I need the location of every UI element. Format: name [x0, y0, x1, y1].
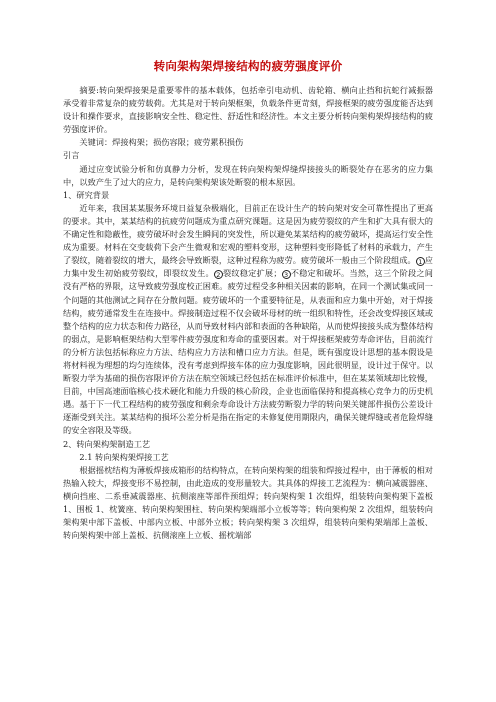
- document-title: 转向架构架焊接结构的疲劳强度评价: [153, 59, 343, 73]
- section-2-1-heading: 2.1 转向架构架焊接工艺: [79, 451, 169, 462]
- intro-heading: 引言: [63, 150, 80, 161]
- section-1-tail-text: 当然，这三个阶段之间没有严格的界限，这导致疲劳强度校正困难。疲劳过程受多种相关因素的影响，在同一个测试集或同一个问题的其他测试之间存在分散问题。疲劳破坏的一个重要特征是，从表面和应力集中开始，对于焊接结构，疲劳通常发生在连接中。焊接制造过程不仅会破坏母材的统一组织和特性，还会改变焊接区域或整个结构的应力状态和传力路径，从而导致材料内部和表面的各种缺陷，从而使焊接接头成为整体结构的弱点，是影响框架结构大型零件疲劳强度和寿命的重要因素。对于焊接框架疲劳寿命评估，目前流行的分析方法包括标称应力方法、结构应力方法和槽口应力方法。但是，既有强度设计思想的基本假设是将材料视为理想的均匀连续体，没有考虑到焊接车体的应力强度影响，因此很明显，设计过于保守。以断裂力学为基础的损伤容限评价方法在航空领域已经包括在标准评价标准中，但在某某领域却比较慢，目前，中国高速面临核心技术硬化和能力升级的核心阶段，企业也面临保持和提高核心竞争力的历史机遇。基于下一代工程结构的疲劳强度和剩余寿命设计方法疲劳断裂力学的转向架关键部件损伤公差设计逐渐受到关注。某某结构的损坏公差分析是指在指定的未修复使用期限内，确保关键焊缝或者危险焊缝的安全容限及等级。: [63, 268, 433, 436]
- circled-number-1: 1: [416, 257, 425, 266]
- section-1-heading: 1、研究背景: [63, 189, 110, 200]
- document-body: [63, 84, 433, 542]
- circled-number-2: 2: [214, 270, 223, 279]
- section-1-text: 近年来，我国某某服务环境日益复杂极端化，目前正在设计生产的转向架对安全可靠性提出了更高的要求。其中，某某结构的抗疲劳问题成为重点研究课题。这是因为疲劳裂纹的产生和扩大具有很大的不确定性和隐蔽性，疲劳破坏时会发生瞬间的突发性，所以避免某某结构的疲劳破坏，提高运行安全性成为重要。材料在交变载荷下会产生微观和宏观的塑料变形，这种塑料变形降低了材料的承载力，产生了裂纹，随着裂纹的增大，最终会导致断裂，这种过程称为疲劳。疲劳破坏一般由三个阶段组成。: [63, 202, 433, 266]
- section-2-heading: 2、转向架构架制造工艺: [63, 438, 151, 449]
- abstract: 摘要:转向架焊接架是重要零件的基本载体，包括牵引电动机、齿轮箱、横向止挡和抗蛇行减振器承受着非常复杂的疲劳载荷。尤其是对于转向架框架，负载条件更苛刻，焊接框架的疲劳强度能否达到设计和操作要求，直接影响安全性、稳定性、舒适性和经济性。本文主要分析转向架构架焊接结构的疲劳强度评价。: [63, 85, 433, 135]
- stage-3-text: 不稳定和破坏。: [290, 268, 350, 279]
- section-2-1-paragraph: 根据摇枕结构为薄板焊接成箱形的结构特点，在转向架构架的组装和焊接过程中，由于薄板的相对热输入较大，焊接变形不易控制，由此造成的变形量较大。其具体的焊接工艺流程为：横向减震器座、横向挡座、二系垂减震器座、抗侧滚座等部件预组焊；转向架构架 1 次组焊，组装转向架构架下盖板 1、围板 1、枕簧座、转向架构架围柱、转向架构架端部小立板等等；转向架构架 2 次组焊，组装转向架构架中部下盖板、中部内立板、中部外立板；转向架构架 3 次组焊，组装转向架构架端部上盖板、转向架构架中部上盖板、抗侧滚座上立板、摇枕端部: [63, 464, 433, 541]
- intro-paragraph: 通过应变试验分析和仿真静力分析，发现在转向架构架焊缝焊接接头的断裂处存在恶劣的应力集中，以致产生了过大的应力，是转向架构架该处断裂的根本原因。: [63, 163, 433, 187]
- section-1-paragraph: [63, 202, 433, 438]
- keywords: 关键词：焊接构架；损伤容限；疲劳累积损伤: [79, 137, 244, 148]
- stage-2-text: 裂纹稳定扩展；: [222, 268, 282, 279]
- circled-number-3: 3: [282, 270, 291, 279]
- stage-1-text: 应力集中发生初始疲劳裂纹，即裂纹发生。: [63, 255, 433, 279]
